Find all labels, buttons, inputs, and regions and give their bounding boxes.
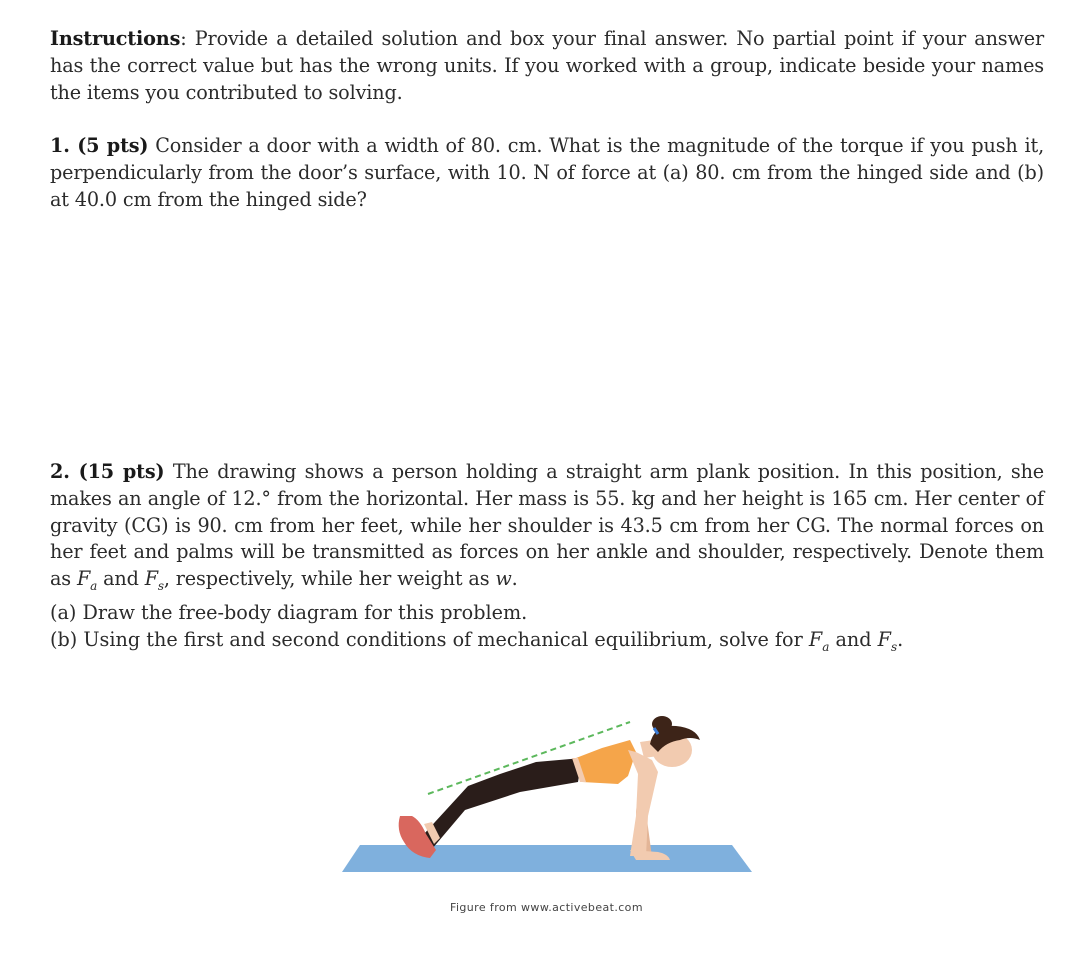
question-1-text: Consider a door with a width of 80. cm. What is the magnitude of the torque if you push it, perpendicularly from the door’s surface, with 10. N of force at (a) 80. cm from the hinged side and (b) at 40.0 cm from the hinged side? bbox=[50, 134, 1045, 211]
figure-caption: Figure from www.activebeat.com bbox=[450, 901, 643, 914]
instructions-paragraph bbox=[50, 26, 1044, 106]
force-ankle-symbol: $F_a$ bbox=[76, 567, 98, 594]
question-1-heading: 1. (5 pts) bbox=[50, 134, 149, 157]
question-2-text-2: , respectively, while her weight as bbox=[163, 567, 490, 591]
question-2-text-1: The drawing shows a person holding a straight arm plank position. In this position, she makes an angle of 12.° from the horizontal. Her mass is 55. kg and her height is 165 cm. Her center of gravity (CG) is 90. cm from her feet, while her shoulder is 43.5 cm from her CG. The normal forces on her feet and palms will be transmitted as forces on her ankle and shoulder, respectively. Denote them as bbox=[50, 460, 1044, 591]
question-2-body: 2. (15 pts) The drawing shows a person holding a straight arm plank position. In this position, she makes an angle of 12.° from the horizontal. Her mass is 55. kg and her height is 165 cm. Her center of gravity (CG) is 90. cm from her feet, while her shoulder is 43.5 cm from her CG. The normal forces on her feet and palms will be transmitted as forces on her ankle and shoulder, respectively. Denote them as $F_a$ and $F_s$, respectively, while her weight as w. bbox=[50, 460, 1044, 594]
instructions-label: Instructions bbox=[50, 27, 181, 50]
question-1 bbox=[50, 133, 1044, 213]
plank-illustration bbox=[340, 712, 756, 882]
front-arm bbox=[628, 750, 658, 856]
question-2 bbox=[50, 459, 1044, 660]
leggings bbox=[424, 758, 582, 849]
document-page bbox=[50, 26, 1045, 654]
exercise-mat bbox=[342, 845, 752, 872]
question-2-part-a: (a) Draw the free-body diagram for this problem. bbox=[50, 600, 528, 624]
force-shoulder-symbol: $F_s$ bbox=[144, 567, 164, 594]
weight-symbol: w bbox=[495, 567, 512, 591]
question-2-part-b: (b) Using the first and second conditions of mechanical equilibrium, solve for $F_a$ and $F_s$. bbox=[50, 627, 904, 654]
sports-top bbox=[576, 740, 636, 784]
instructions-text: : Provide a detailed solution and box your final answer. No partial point if your answer has the correct value but has the wrong units. If you worked with a group, indicate beside your names the items you contributed to solving. bbox=[50, 27, 1044, 104]
question-2-heading: 2. (15 pts) bbox=[50, 460, 165, 483]
